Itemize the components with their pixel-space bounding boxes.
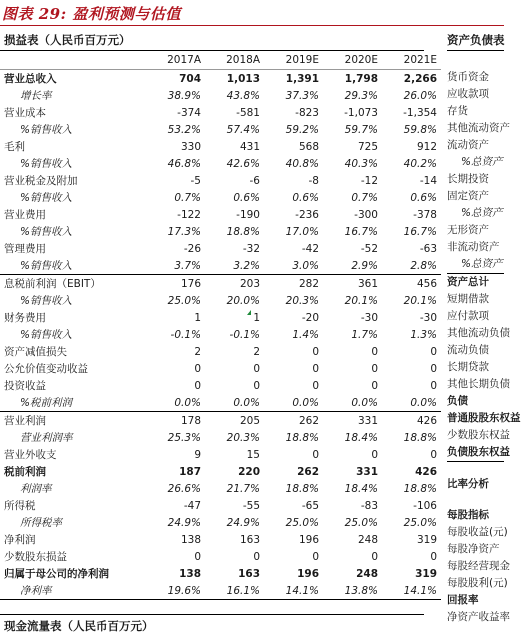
row-value: 178: [180, 414, 201, 427]
balance-item-label: 其他流动资产: [447, 122, 510, 134]
income-statement-header: 损益表（人民币百万元）: [0, 30, 424, 51]
row-value: 0: [430, 379, 437, 392]
balance-item-label: 应付款项: [447, 310, 489, 322]
row-value: 59.8%: [403, 123, 437, 136]
cell-comment-marker: [247, 310, 251, 315]
row-label: %销售收入: [20, 158, 72, 170]
row-label: 税前利润: [4, 466, 46, 478]
year-header: 2018A: [205, 51, 264, 70]
table-row: [0, 172, 441, 189]
row-value: 1.7%: [351, 328, 378, 341]
row-value: 43.8%: [226, 89, 260, 102]
row-value: 2,266: [403, 72, 437, 85]
table-row: [0, 497, 441, 514]
row-value: 13.8%: [323, 582, 382, 600]
row-value: 0.0%: [205, 394, 264, 412]
row-value: 40.8%: [285, 157, 319, 170]
row-value: -55: [242, 499, 260, 512]
table-row: [0, 240, 441, 257]
table-row: [0, 206, 441, 223]
row-value: 38.9%: [167, 89, 201, 102]
row-value: -26: [183, 242, 201, 255]
row-value: 18.8%: [403, 482, 437, 495]
row-label: 所得税: [4, 500, 36, 512]
row-value: -83: [360, 499, 378, 512]
income-statement: [0, 30, 437, 600]
year-header: 2020E: [323, 51, 382, 70]
row-value: 0: [371, 362, 378, 375]
row-value: 1,391: [285, 72, 319, 85]
row-label: 少数股东损益: [4, 551, 67, 563]
row-value: -5: [190, 174, 201, 187]
row-value: 3.0%: [264, 257, 323, 275]
row-label: 营业税金及附加: [4, 175, 78, 187]
row-value: -0.1%: [170, 328, 201, 341]
row-label: 营业费用: [4, 209, 46, 221]
title-divider: [0, 25, 504, 26]
row-value: 361: [357, 277, 378, 290]
row-value: 0.7%: [351, 191, 378, 204]
row-value: 426: [416, 414, 437, 427]
row-value: 16.1%: [205, 582, 264, 600]
row-value: 426: [415, 465, 437, 478]
row-value: 2: [253, 345, 260, 358]
row-value: 3.2%: [205, 257, 264, 275]
table-row: [0, 343, 441, 360]
row-value: 40.2%: [403, 157, 437, 170]
row-value: 0.6%: [292, 191, 319, 204]
row-label: %销售收入: [20, 295, 72, 307]
balance-item-label: 流动负债: [447, 344, 489, 356]
balance-item-label: 负债: [447, 395, 468, 407]
table-row: [0, 309, 441, 326]
row-value: -42: [301, 242, 319, 255]
row-value: 0: [312, 448, 319, 461]
row-value: 456: [416, 277, 437, 290]
row-value: 262: [297, 465, 319, 478]
row-value: -32: [242, 242, 260, 255]
table-row: [0, 565, 441, 582]
table-row: [0, 377, 441, 394]
row-value: 0: [312, 345, 319, 358]
row-label: 营业利润: [4, 415, 46, 427]
row-value: 319: [415, 567, 437, 580]
year-header: 2019E: [264, 51, 323, 70]
row-label: %销售收入: [20, 226, 72, 238]
row-value: -47: [183, 499, 201, 512]
row-value: -1,354: [403, 106, 437, 119]
row-value: 0: [371, 345, 378, 358]
row-value: 25.0%: [344, 516, 378, 529]
row-value: -14: [419, 174, 437, 187]
row-value: -823: [295, 106, 319, 119]
cashflow-header: 现金流量表（人民币百万元）: [4, 619, 154, 633]
row-value: 220: [238, 465, 260, 478]
row-value: 331: [357, 414, 378, 427]
balance-item-label: 固定资产: [447, 190, 489, 202]
row-value: 0.6%: [410, 191, 437, 204]
row-label: %销售收入: [20, 329, 72, 341]
row-label: 净利润: [4, 534, 36, 546]
row-label: 息税前利润（EBIT）: [4, 278, 101, 290]
balance-items: [447, 69, 521, 462]
row-label: 资产减值损失: [4, 346, 67, 358]
ratio-items: [447, 507, 510, 626]
row-value: 0: [253, 362, 260, 375]
row-value: 912: [416, 140, 437, 153]
row-value: 1,013: [226, 72, 260, 85]
row-value: 0: [312, 362, 319, 375]
year-header: 2021E: [382, 51, 441, 70]
row-value: 15: [246, 448, 260, 461]
figure-title: 图表 29: 盈利预测与估值: [2, 5, 181, 23]
row-label: 净利率: [0, 582, 146, 600]
balance-item-label: 短期借款: [447, 293, 489, 305]
row-value: 9: [194, 448, 201, 461]
year-header: 2017A: [146, 51, 205, 70]
row-value: 176: [180, 277, 201, 290]
balance-item-label: 存货: [447, 105, 468, 117]
balance-item-label: 每股收益(元): [447, 526, 508, 538]
row-value: 46.8%: [167, 157, 201, 170]
row-value: 262: [298, 414, 319, 427]
row-value: 20.0%: [226, 294, 260, 307]
row-value: 2.8%: [382, 257, 441, 275]
row-label: 财务费用: [4, 312, 46, 324]
row-value: 40.3%: [344, 157, 378, 170]
balance-sheet: [447, 30, 521, 626]
row-value: 26.6%: [167, 482, 201, 495]
row-label: 营业利润率: [20, 432, 73, 444]
table-row: [0, 155, 441, 172]
row-value: 42.6%: [226, 157, 260, 170]
row-value: 568: [298, 140, 319, 153]
table-row: [0, 292, 441, 309]
row-value: 0: [312, 379, 319, 392]
row-value: 18.8%: [285, 482, 319, 495]
row-label: 公允价值变动收益: [4, 363, 88, 375]
table-row: [0, 463, 441, 480]
row-label: 管理费用: [4, 243, 46, 255]
row-value: -63: [419, 242, 437, 255]
cashflow-divider: [0, 614, 424, 615]
row-value: -52: [360, 242, 378, 255]
balance-item-label: 回报率: [447, 594, 479, 606]
row-value: 16.7%: [344, 225, 378, 238]
balance-item-label: 负债股东权益: [447, 444, 504, 462]
balance-item-label: 非流动资产: [447, 241, 500, 253]
row-value: -190: [236, 208, 260, 221]
row-value: 2: [194, 345, 201, 358]
row-value: 248: [356, 567, 378, 580]
row-value: 0.0%: [146, 394, 205, 412]
section-gap: [447, 493, 504, 507]
row-value: -106: [413, 499, 437, 512]
row-value: 0.0%: [264, 394, 323, 412]
row-value: 18.8%: [403, 431, 437, 444]
table-row: [0, 446, 441, 463]
row-value: 18.4%: [344, 431, 378, 444]
row-value: 0: [430, 362, 437, 375]
row-value: -378: [413, 208, 437, 221]
row-value: 1: [194, 311, 201, 324]
row-value: 196: [298, 533, 319, 546]
row-value: 331: [356, 465, 378, 478]
row-value: -20: [301, 311, 319, 324]
row-value: 18.8%: [226, 225, 260, 238]
table-row: [0, 138, 441, 155]
row-value: 0: [371, 448, 378, 461]
row-value: 25.0%: [285, 516, 319, 529]
row-value: -374: [177, 106, 201, 119]
row-value: 0: [430, 448, 437, 461]
row-value: -300: [354, 208, 378, 221]
row-value: 25.3%: [167, 431, 201, 444]
row-value: 53.2%: [167, 123, 201, 136]
row-value: -65: [301, 499, 319, 512]
row-value: 0: [312, 550, 319, 563]
row-value: 19.6%: [146, 582, 205, 600]
income-table: [0, 51, 441, 600]
row-value: 17.3%: [167, 225, 201, 238]
balance-item-label: 货币资金: [447, 71, 489, 83]
table-row: [0, 70, 441, 88]
row-value: 20.1%: [344, 294, 378, 307]
balance-item-label: 每股股利(元): [447, 577, 508, 589]
row-value: 29.3%: [344, 89, 378, 102]
row-value: 0.6%: [233, 191, 260, 204]
row-value: 0: [430, 345, 437, 358]
row-value: 24.9%: [167, 516, 201, 529]
row-value: 0: [194, 550, 201, 563]
table-row: [0, 189, 441, 206]
section-gap: [447, 462, 504, 476]
table-row: [0, 480, 441, 497]
ratio-analysis-header: 比率分析: [447, 478, 489, 490]
row-value: 205: [239, 414, 260, 427]
row-value: 0: [371, 379, 378, 392]
row-value: -236: [295, 208, 319, 221]
row-value: 0: [194, 379, 201, 392]
row-label: %销售收入: [0, 257, 146, 275]
balance-item-label: 流动资产: [447, 139, 489, 151]
row-label: 投资收益: [4, 380, 46, 392]
row-value: 57.4%: [226, 123, 260, 136]
row-value: 1.4%: [292, 328, 319, 341]
table-row: [0, 531, 441, 548]
row-value: 3.7%: [146, 257, 205, 275]
income-table-body: [0, 70, 441, 600]
table-row: [0, 582, 441, 600]
row-value: 59.2%: [285, 123, 319, 136]
table-row: [0, 548, 441, 565]
row-value: -30: [360, 311, 378, 324]
row-value: 319: [416, 533, 437, 546]
row-value: 24.9%: [226, 516, 260, 529]
table-row: [0, 412, 441, 430]
row-value: 0: [253, 550, 260, 563]
row-label: 利润率: [20, 483, 52, 495]
table-row: [0, 275, 441, 293]
row-value: 20.1%: [403, 294, 437, 307]
balance-year-spacer: [447, 51, 504, 69]
balance-item-label: 少数股东权益: [447, 429, 510, 441]
balance-item-label: 无形资产: [447, 224, 489, 236]
row-label: 营业外收支: [4, 449, 57, 461]
row-value: 14.1%: [382, 582, 441, 600]
table-row: [0, 326, 441, 343]
row-value: 2.9%: [323, 257, 382, 275]
balance-item-label: 每股净资产: [447, 543, 500, 555]
row-value: 17.0%: [285, 225, 319, 238]
balance-item-label: 长期投资: [447, 173, 489, 185]
row-label: 增长率: [20, 90, 52, 102]
row-value: 18.4%: [344, 482, 378, 495]
balance-item-label: %总资产: [461, 207, 503, 219]
row-label: 营业总收入: [4, 73, 57, 85]
row-value: -8: [308, 174, 319, 187]
row-value: 20.3%: [226, 431, 260, 444]
row-value: 18.8%: [285, 431, 319, 444]
row-value: -6: [249, 174, 260, 187]
row-value: 163: [238, 567, 260, 580]
row-value: 0.0%: [382, 394, 441, 412]
balance-sheet-header: 资产负债表: [447, 30, 504, 51]
row-label: 所得税率: [20, 517, 62, 529]
row-value: 16.7%: [403, 225, 437, 238]
year-header-row: [0, 51, 441, 70]
row-value: 20.3%: [285, 294, 319, 307]
row-value: 14.1%: [264, 582, 323, 600]
balance-item-label: 每股经营现金: [447, 560, 510, 572]
balance-item-label: 应收款项: [447, 88, 489, 100]
row-value: 37.3%: [285, 89, 319, 102]
row-value: 0: [371, 550, 378, 563]
balance-item-label: %总资产: [461, 156, 503, 168]
row-value: 330: [180, 140, 201, 153]
row-label: 营业成本: [4, 107, 46, 119]
row-label: %销售收入: [20, 192, 72, 204]
row-value: 1,798: [344, 72, 378, 85]
row-label: 归属于母公司的净利润: [4, 568, 109, 580]
row-value: 138: [180, 533, 201, 546]
table-row: [0, 429, 441, 446]
balance-item-label: 其他长期负债: [447, 378, 510, 390]
table-row: [0, 257, 441, 275]
table-row: [0, 87, 441, 104]
table-row: [0, 121, 441, 138]
row-value: 282: [298, 277, 319, 290]
row-value: -1,073: [344, 106, 378, 119]
row-value: -12: [360, 174, 378, 187]
table-row: [0, 223, 441, 240]
row-label: 毛利: [4, 141, 25, 153]
row-value: 704: [179, 72, 201, 85]
table-row: [0, 360, 441, 377]
balance-item-label: 长期贷款: [447, 361, 489, 373]
row-value: 21.7%: [226, 482, 260, 495]
row-value: 0: [194, 362, 201, 375]
balance-item-label: 每股指标: [447, 509, 489, 521]
balance-item-label: 普通股股东权益: [447, 412, 521, 424]
row-value: 0.0%: [323, 394, 382, 412]
balance-item-label: 其他流动负债: [447, 327, 510, 339]
table-row: [0, 514, 441, 531]
row-value: 138: [179, 567, 201, 580]
row-label: %税前利润: [0, 394, 146, 412]
row-value: 431: [239, 140, 260, 153]
row-value: 248: [357, 533, 378, 546]
row-value: 0.7%: [174, 191, 201, 204]
row-value: -122: [177, 208, 201, 221]
row-value: 196: [297, 567, 319, 580]
row-value: 187: [179, 465, 201, 478]
row-value: 1.3%: [410, 328, 437, 341]
row-value: 25.0%: [403, 516, 437, 529]
row-value: 203: [239, 277, 260, 290]
balance-item-label: %总资产: [447, 256, 504, 274]
row-label: %销售收入: [20, 124, 72, 136]
row-value: 1: [253, 311, 260, 324]
row-value: 163: [239, 533, 260, 546]
table-row: [0, 104, 441, 121]
row-value: 26.0%: [403, 89, 437, 102]
row-value: -30: [419, 311, 437, 324]
row-value: 0: [430, 550, 437, 563]
table-row: [0, 394, 441, 412]
balance-item-label: 资产总计: [447, 276, 489, 288]
row-value: -581: [236, 106, 260, 119]
row-value: 59.7%: [344, 123, 378, 136]
row-value: -0.1%: [229, 328, 260, 341]
row-value: 0: [253, 379, 260, 392]
year-header-spacer: [0, 51, 146, 70]
balance-item-label: 净资产收益率: [447, 611, 510, 623]
row-value: 725: [357, 140, 378, 153]
row-value: 25.0%: [167, 294, 201, 307]
